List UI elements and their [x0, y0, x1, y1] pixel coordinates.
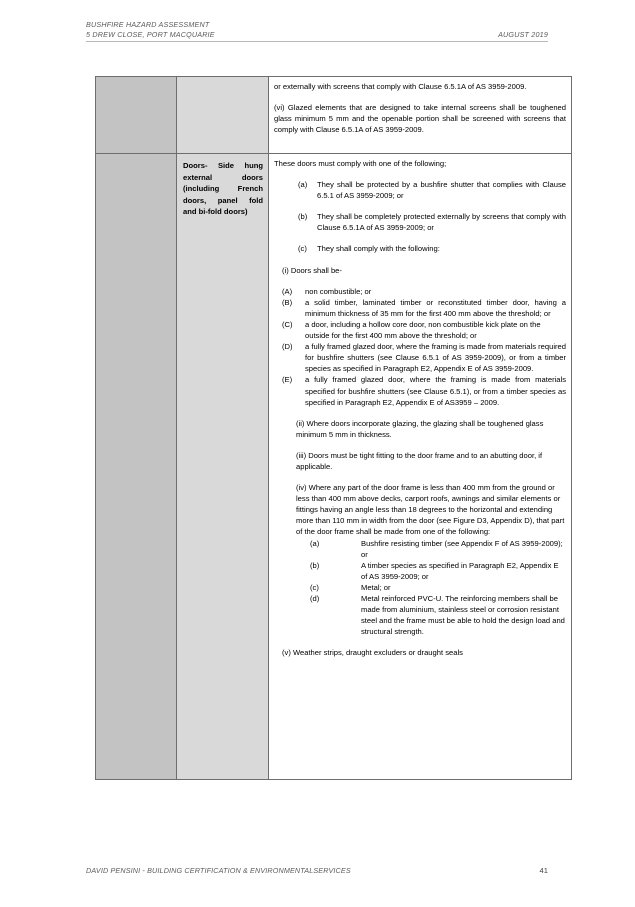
element-label-cell — [176, 77, 268, 153]
paragraph-spacer — [274, 92, 566, 102]
footer-company-text: DAVID PENSINI - BUILDING CERTIFICATION & ENVIRONMENTALSERVICES — [86, 866, 351, 875]
list-item — [274, 243, 566, 254]
list-item — [274, 211, 566, 233]
list-marker: (a) — [298, 180, 308, 190]
list-item — [274, 297, 566, 319]
list-item-text: They shall comply with the following: — [317, 244, 440, 254]
header-date: AUGUST 2019 — [498, 30, 548, 39]
list-item — [274, 560, 566, 582]
list-item — [274, 582, 566, 593]
clause-iv-paragraph: (iv) Where any part of the door frame is less than 400 mm from the ground or less than 400 mm above decks, carport roofs, awnings and similar elements or fittings having an angle less than 18 degrees to the horizontal and extending more than 110 mm in width from the door (see Figure D3, Appendix D), that part of the door frame shall be made from one of the following: — [296, 483, 565, 537]
element-label-line: Doors- Side hung — [183, 161, 263, 170]
list-marker: (D) — [282, 342, 293, 352]
element-label-cell — [176, 153, 268, 779]
element-label-line: (including French — [183, 184, 263, 194]
list-marker: (c) — [310, 582, 319, 592]
list-item-text: Bushfire resisting timber (see Appendix F of AS 3959-2009); or — [361, 538, 563, 559]
element-label-text — [183, 160, 263, 218]
list-item — [274, 374, 566, 407]
page-footer — [86, 866, 548, 875]
list-item-text: a solid timber, laminated timber or reconstituted timber door, having a minimum thickness of 35 mm for the first 400 mm above the threshold; or — [305, 297, 566, 318]
element-label-line: external doors — [183, 172, 263, 182]
paragraph-spacer — [274, 408, 566, 418]
requirement-body-cell — [268, 153, 571, 779]
list-item-text: Metal; or — [361, 582, 391, 592]
header-subtitle-line — [86, 30, 548, 42]
header-address: 5 DREW CLOSE, PORT MACQUARIE — [86, 30, 215, 39]
list-marker: (b) — [298, 212, 308, 222]
list-item — [274, 538, 566, 560]
list-marker: (A) — [282, 286, 293, 296]
clause-v-paragraph: (v) Weather strips, draught excluders or draught seals — [282, 648, 463, 658]
list-item — [274, 593, 566, 637]
clause-ii-paragraph: (ii) Where doors incorporate glazing, the glazing shall be toughened glass minimum 5 mm in thickness. — [296, 418, 544, 439]
list-marker: (d) — [310, 594, 320, 603]
list-item — [274, 341, 566, 374]
list-item-text: They shall be completely protected externally by screens that comply with Clause 6.5.1A of AS 3959-2009; or — [317, 212, 566, 233]
paragraph-spacer — [274, 637, 566, 647]
list-item-text: a door, including a hollow core door, non combustible kick plate on the outside for the first 400 mm above the threshold; or — [305, 319, 541, 341]
paragraph-spacer — [274, 169, 566, 179]
list-item-text: a fully framed glazed door, where the framing is made from materials required for bushfire shutters (see Clause 6.5.1 of AS 3959-2009), or from a timber species as specified in Paragraph E2, Appendix E of AS 3959-2009. — [305, 342, 566, 374]
page-header — [86, 20, 548, 42]
clause-i-heading: (i) Doors shall be- — [282, 265, 342, 275]
requirements-table — [95, 76, 572, 780]
paragraph-spacer — [274, 440, 566, 450]
paragraph-spacer — [274, 233, 566, 243]
continuation-paragraph: or externally with screens that comply with Clause 6.5.1A of AS 3959-2009. — [274, 82, 527, 91]
element-label-line: doors, panel fold — [183, 195, 263, 205]
list-item-text: a fully framed glazed door, where the framing is made from materials specified for bushfire shutters (see Clause 6.5.1), or from a timber species as specified in Paragraph E2, Appendix E of AS3959 – 2009. — [305, 375, 566, 407]
paragraph-spacer — [274, 255, 566, 265]
element-label-line: and bi-fold doors) — [183, 207, 248, 217]
requirement-body-cell — [268, 77, 571, 153]
paragraph-spacer — [274, 276, 566, 286]
list-marker: (b) — [310, 560, 320, 570]
list-marker: (C) — [282, 319, 293, 329]
paragraph-spacer — [274, 201, 566, 211]
intro-paragraph: These doors must comply with one of the following; — [274, 159, 447, 168]
list-item — [274, 319, 566, 341]
category-shade-cell — [96, 77, 176, 153]
list-item-text: They shall be protected by a bushfire shutter that complies with Clause 6.5.1 of AS 3959-2009; or — [317, 180, 566, 201]
list-item-text: A timber species as specified in Paragraph E2, Appendix E of AS 3959-2009; or — [361, 560, 559, 581]
list-marker: (E) — [282, 375, 293, 385]
list-item — [274, 179, 566, 201]
paragraph-spacer — [274, 472, 566, 482]
list-marker: (a) — [310, 538, 320, 548]
clause-vi-paragraph: (vi) Glazed elements that are designed to take internal screens shall be toughened glass minimum 5 mm and the openable portion shall be screened with screens that comply with Clause 6.5.1A of AS 3959-2009. — [274, 103, 566, 135]
list-item-text: non combustible; or — [305, 286, 372, 296]
list-item — [274, 286, 566, 297]
header-title-line: BUSHFIRE HAZARD ASSESSMENT — [86, 20, 210, 29]
list-marker: (c) — [298, 244, 307, 254]
list-marker: (B) — [282, 297, 293, 307]
table-row — [96, 153, 571, 779]
list-item-text: Metal reinforced PVC-U. The reinforcing members shall be made from aluminium, stainless steel or corrosion resistant steel and the frame must be able to hold the design load and structural strength. — [361, 594, 565, 637]
table-row — [96, 77, 571, 153]
category-shade-cell — [96, 153, 176, 779]
clause-iii-paragraph: (iii) Doors must be tight fitting to the door frame and to an abutting door, if applicable. — [296, 450, 543, 471]
page-number: 41 — [539, 866, 548, 875]
